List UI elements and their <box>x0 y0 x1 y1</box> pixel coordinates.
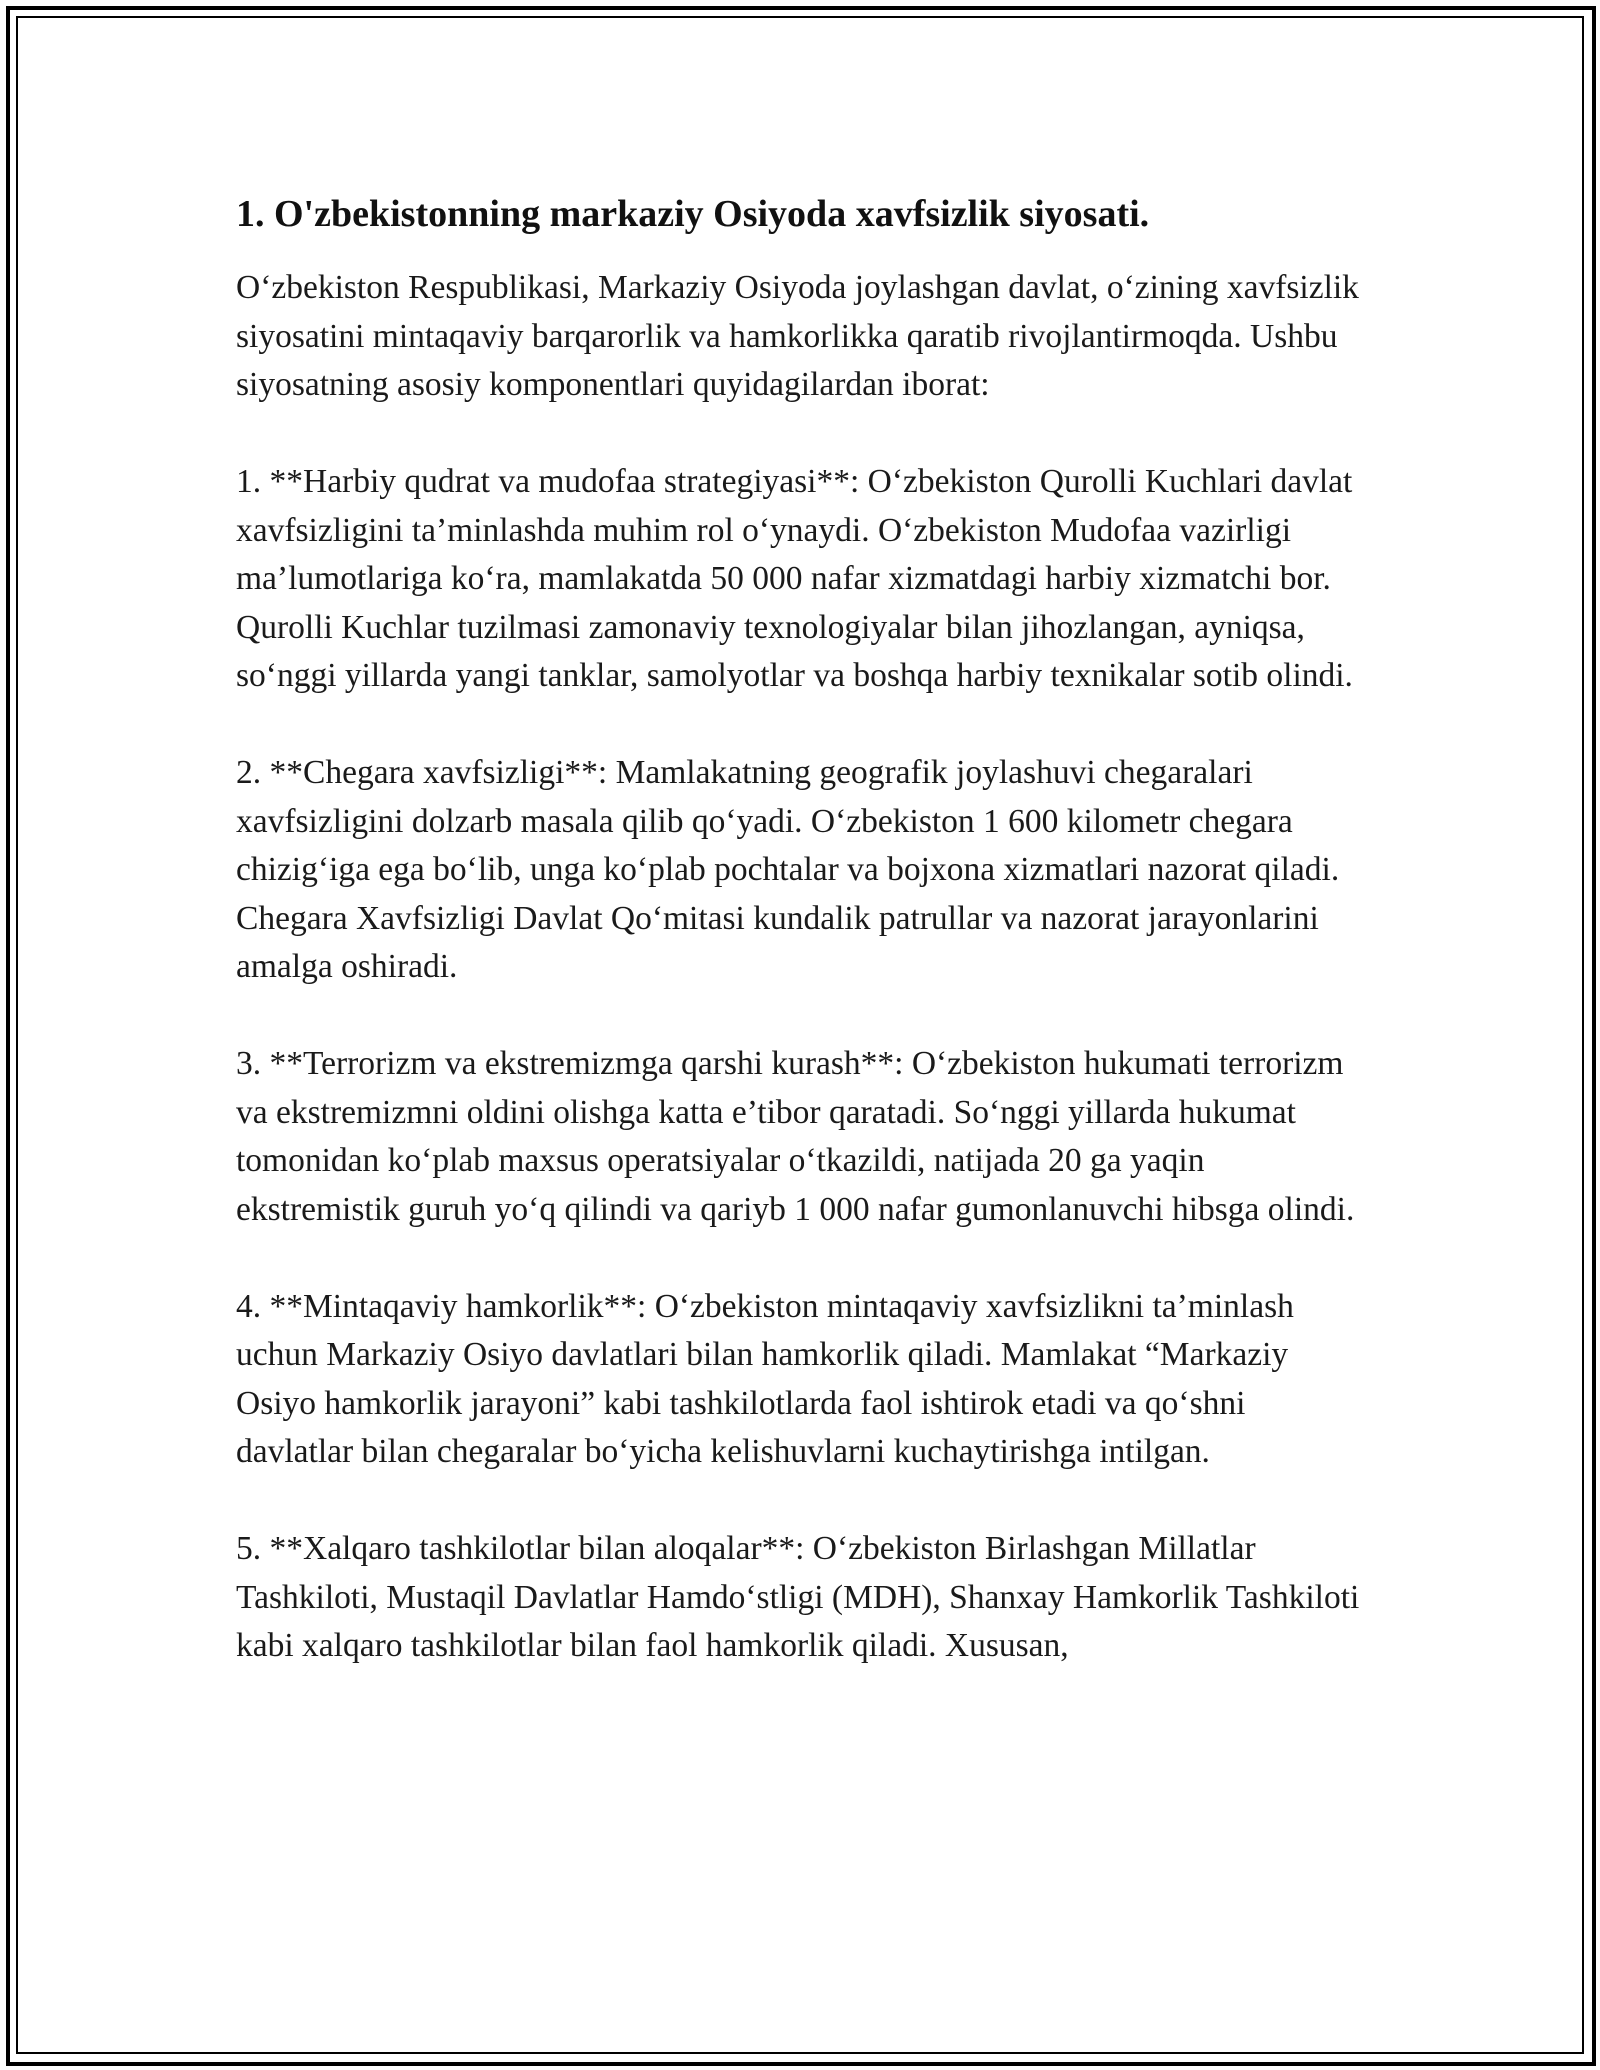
document-title: 1. O'zbekistonning markaziy Osiyoda xavfsizlik siyosati. <box>236 193 1150 235</box>
intro-paragraph: O‘zbekiston Respublikasi, Markaziy Osiyoda joylashgan davlat, o‘zining xavfsizlik siyosatini mintaqaviy barqarorlik va hamkorlikka qaratib rivojlantirmoqda. Ushbu siyosatning asosiy komponentlari quyidagilardan iborat: <box>236 269 1359 403</box>
paragraph-counter-terrorism: 3. **Terrorizm va ekstremizmga qarshi kurash**: O‘zbekiston hukumati terrorizm va ekstremizmni oldini olishga katta e’tibor qaratadi. So‘nggi yillarda hukumat tomonidan ko‘plab maxsus operatsiyalar o‘tkazildi, natijada 20 ga yaqin ekstremistik guruh yo‘q qilindi va qariyb 1 000 nafar gumonlanuvchi hibsga olindi. <box>236 1045 1355 1228</box>
document-body <box>236 186 1366 1719</box>
paragraph-military-defense: 1. **Harbiy qudrat va mudofaa strategiyasi**: O‘zbekiston Qurolli Kuchlari davlat xavfsizligini ta’minlashda muhim rol o‘ynaydi. O‘zbekiston Mudofaa vazirligi ma’lumotlariga ko‘ra, mamlakatda 50 000 nafar xizmatdagi harbiy xizmatchi bor. Qurolli Kuchlar tuzilmasi zamonaviy texnologiyalar bilan jihozlangan, ayniqsa, so‘nggi yillarda yangi tanklar, samolyotlar va boshqa harbiy texnikalar sotib olindi. <box>236 463 1353 694</box>
paragraph-international-organizations: 5. **Xalqaro tashkilotlar bilan aloqalar**: O‘zbekiston Birlashgan Millatlar Tashkiloti, Mustaqil Davlatlar Hamdo‘stligi (MDH), Shanxay Hamkorlik Tashkiloti kabi xalqaro tashkilotlar bilan faol hamkorlik qiladi. Xususan, <box>236 1530 1360 1664</box>
paragraph-border-security: 2. **Chegara xavfsizligi**: Mamlakatning geografik joylashuvi chegaralari xavfsizligini dolzarb masala qilib qo‘yadi. O‘zbekiston 1 600 kilometr chegara chizig‘iga ega bo‘lib, unga ko‘plab pochtalar va bojxona xizmatlari nazorat qiladi. Chegara Xavfsizligi Davlat Qo‘mitasi kundalik patrullar va nazorat jarayonlarini amalga oshiradi. <box>236 754 1340 985</box>
paragraph-regional-cooperation: 4. **Mintaqaviy hamkorlik**: O‘zbekiston mintaqaviy xavfsizlikni ta’minlash uchun Markaziy Osiyo davlatlari bilan hamkorlik qiladi. Mamlakat “Markaziy Osiyo hamkorlik jarayoni” kabi tashkilotlarda faol ishtirok etadi va qo‘shni davlatlar bilan chegaralar bo‘yicha kelishuvlarni kuchaytirishga intilgan. <box>236 1287 1294 1470</box>
